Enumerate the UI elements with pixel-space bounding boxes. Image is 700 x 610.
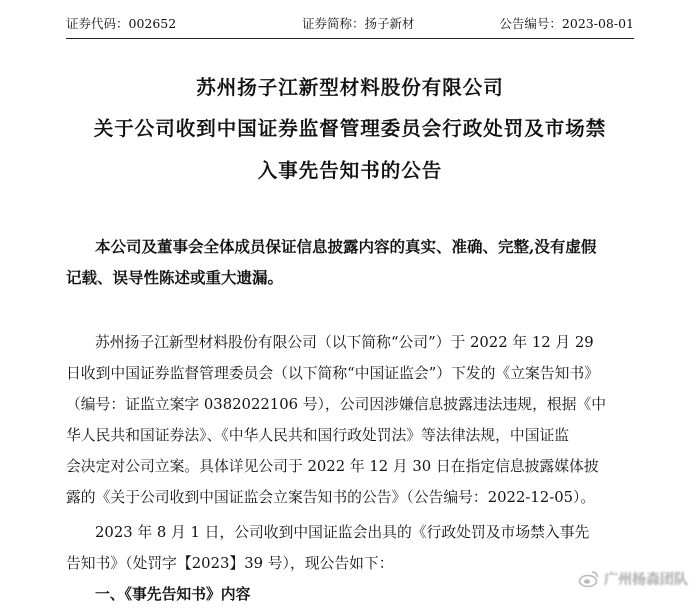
paragraph-line: 日收到中国证券监督管理委员会（以下简称“中国证监会”）下发的《立案告知书》: [66, 365, 600, 382]
paragraph-line: （编号：证监立案字 0382022106 号），公司因涉嫌信息披露违法违规，根据《中: [66, 396, 607, 413]
statement-line: 本公司及董事会全体成员保证信息披露内容的真实、准确、完整,没有虚假: [95, 237, 597, 256]
paragraph-line: 华人民共和国证券法》、《中华人民共和国行政处罚法》等法律法规，中国证监: [66, 427, 570, 444]
weibo-watermark: [578, 568, 688, 590]
title-subject-line2: 入事先告知书的公告: [257, 159, 443, 182]
paragraph-notice-received: [66, 517, 646, 579]
document-header: [66, 14, 634, 39]
paragraph-line: 会决定对公司立案。具体详见公司于 2022 年 12 月 30 日在指定信息披露媒体披: [66, 458, 599, 475]
stock-code: 证券代码：002652: [66, 16, 177, 31]
paragraph-case-filing: [66, 327, 646, 513]
paragraph-line: 露的《关于公司收到中国证监会立案告知书的公告》（公告编号：2022-12-05）。: [66, 489, 596, 506]
title-company: 苏州扬子江新型材料股份有限公司: [196, 76, 504, 99]
paragraph-line: 2023 年 8 月 1 日，公司收到中国证监会出具的《行政处罚及市场禁入事先: [95, 524, 590, 541]
weibo-icon: [578, 570, 600, 588]
stock-name: 证券简称：扬子新材: [302, 16, 415, 31]
statement-line: 记载、误导性陈述或重大遗漏。: [66, 268, 284, 287]
section-heading: [66, 579, 646, 610]
watermark-text: 广州杨森团队: [604, 572, 688, 588]
notice-number: 公告编号：2023-08-01: [499, 16, 634, 31]
paragraph-line: 告知书》（处罚字【2023】39 号），现公告如下：: [66, 555, 394, 572]
paragraph-line: 苏州扬子江新型材料股份有限公司（以下简称“公司”）于 2022 年 12 月 29: [95, 334, 594, 351]
title-subject-line1: 关于公司收到中国证券监督管理委员会行政处罚及市场禁: [93, 117, 607, 140]
section-heading-text: 一、《事先告知书》内容: [95, 586, 251, 603]
board-statement: [66, 231, 646, 293]
